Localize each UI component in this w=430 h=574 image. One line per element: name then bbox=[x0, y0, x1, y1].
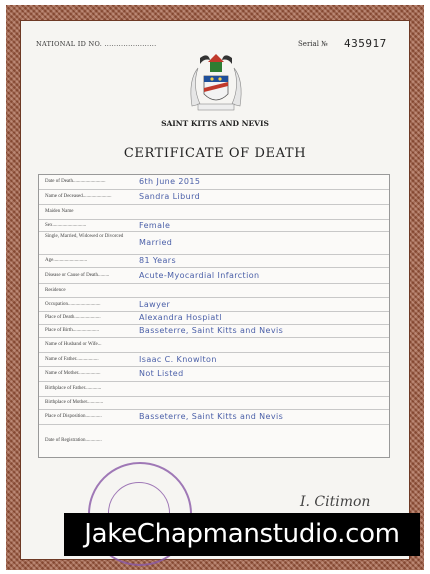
row-value: Basseterre, Saint Kitts and Nevis bbox=[139, 326, 284, 335]
row-label: Date of Death.......................... bbox=[45, 178, 106, 184]
table-row bbox=[39, 204, 389, 220]
row-label: Date of Registration............. bbox=[45, 438, 102, 443]
row-label: Name of Father.................. bbox=[45, 356, 99, 362]
row-value: Sandra Liburd bbox=[139, 192, 201, 201]
death-record-table bbox=[38, 174, 390, 458]
row-label: Birthplace of Father............. bbox=[45, 386, 102, 391]
table-row bbox=[39, 352, 389, 367]
row-value: Isaac C. Knowlton bbox=[139, 354, 217, 364]
row-label: Birthplace of Mother............. bbox=[45, 400, 104, 405]
table-row bbox=[39, 366, 389, 382]
table-row bbox=[39, 297, 389, 312]
row-label: Disease or Cause of Death......... bbox=[45, 272, 110, 278]
row-value: Acute-Myocardial Infarction bbox=[139, 270, 260, 280]
row-label: Place of Birth..................... bbox=[45, 328, 100, 333]
row-value: Female bbox=[139, 220, 171, 230]
row-value: Lawyer bbox=[139, 299, 171, 309]
table-row bbox=[39, 409, 389, 425]
table-row bbox=[39, 267, 389, 284]
document-title: CERTIFICATE OF DEATH bbox=[123, 146, 307, 161]
row-label: Place of Death..................... bbox=[45, 315, 101, 320]
table-row bbox=[39, 175, 389, 189]
row-value: 81 Years bbox=[139, 256, 177, 265]
row-label: Sex........................... bbox=[45, 222, 87, 228]
serial-label: Serial № bbox=[298, 40, 328, 48]
table-row bbox=[39, 254, 389, 268]
table-row bbox=[39, 311, 389, 325]
table-row bbox=[39, 189, 389, 205]
signature: I. Citimon bbox=[300, 494, 371, 510]
national-id-label: NATIONAL ID NO. ...................... bbox=[36, 40, 157, 48]
table-row bbox=[39, 283, 389, 298]
country-name: SAINT KITTS AND NEVIS bbox=[161, 119, 269, 128]
row-value: Married bbox=[139, 238, 173, 247]
coat-of-arms-icon bbox=[180, 46, 252, 116]
row-label: Single, Married, Widowed or Divorced bbox=[45, 234, 124, 239]
table-row bbox=[39, 381, 389, 397]
table-row bbox=[39, 424, 389, 458]
row-label: Place of Disposition............. bbox=[45, 414, 102, 419]
serial-number: 435917 bbox=[344, 37, 387, 50]
row-value: Alexandra Hospiatl bbox=[139, 313, 222, 322]
row-label: Age........................... bbox=[45, 258, 88, 263]
row-label: Occupation.......................... bbox=[45, 301, 101, 307]
row-label: Residence bbox=[45, 287, 66, 293]
row-value: Basseterre, Saint Kitts and Nevis bbox=[139, 412, 284, 421]
row-value: 6th June 2015 bbox=[139, 176, 201, 186]
row-label: Name of Deceased....................... bbox=[45, 194, 112, 199]
row-label: Maiden Name bbox=[45, 209, 74, 214]
table-row bbox=[39, 337, 389, 353]
table-row bbox=[39, 231, 389, 255]
row-label: Name of Mother.................. bbox=[45, 371, 101, 376]
row-value: Not Listed bbox=[139, 369, 184, 378]
table-row bbox=[39, 396, 389, 410]
table-row bbox=[39, 324, 389, 338]
row-label: Name of Husband or Wife... bbox=[45, 342, 102, 347]
watermark-banner: JakeChapmanstudio.com bbox=[64, 513, 420, 556]
